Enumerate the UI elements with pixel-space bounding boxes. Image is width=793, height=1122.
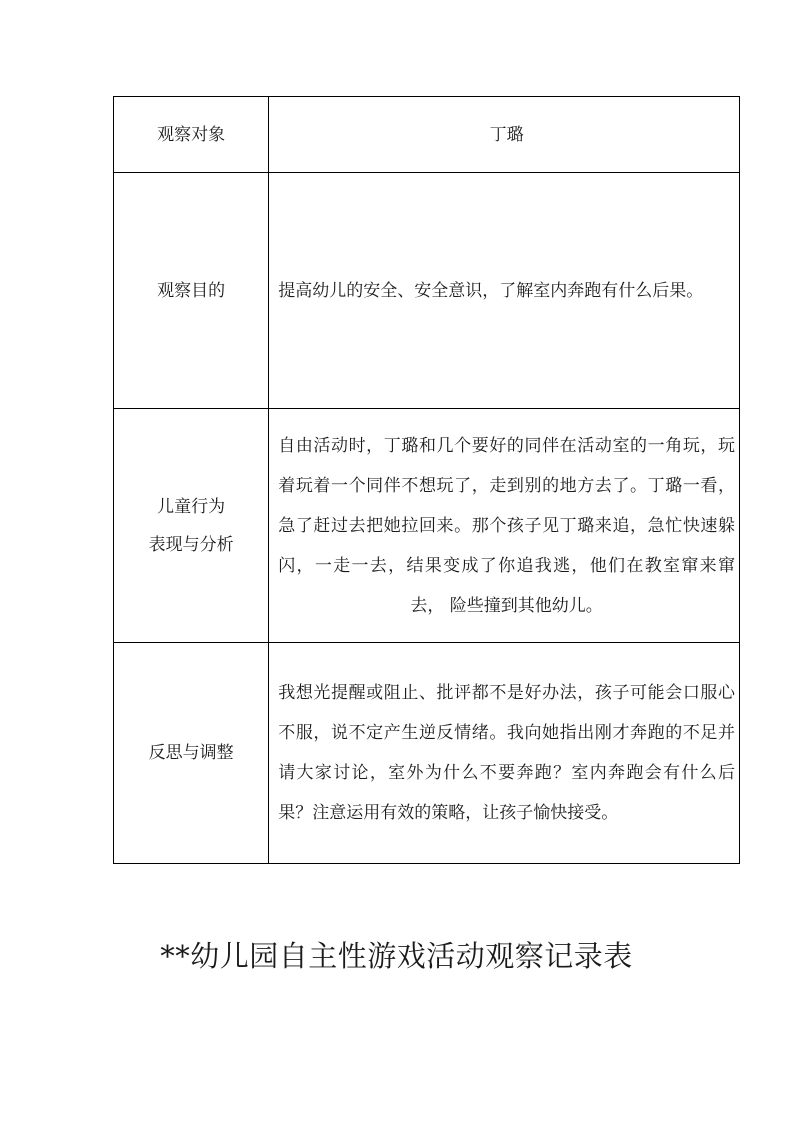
- label-observation-purpose: [114, 173, 269, 409]
- label-line: 反思与调整: [148, 743, 234, 763]
- table-row-observation-subject: [114, 97, 740, 173]
- label-line: 观察对象: [157, 124, 226, 145]
- value-observation-purpose: 提高幼儿的安全、安全意识，了解室内奔跑有什么后果。: [269, 173, 740, 409]
- value-observation-subject: 丁璐: [269, 97, 740, 173]
- table-row-observation-purpose: [114, 173, 740, 409]
- value-child-behavior: 自由活动时，丁璐和几个要好的同伴在活动室的一角玩，玩着玩着一个同伴不想玩了，走到别的地方去了。丁璐一看，急了赶过去把她拉回来。那个孩子见丁璐来追，急忙快速躲闪，一走一去，结果变成了你追我逃，他们在教室窜来窜去， 险些撞到其他幼儿。: [269, 409, 740, 643]
- label-reflection: [114, 643, 269, 864]
- document-title: **幼儿园自主性游戏活动观察记录表: [160, 939, 633, 973]
- table-row-reflection: [114, 643, 740, 864]
- label-child-behavior: [114, 409, 269, 643]
- label-observation-subject: [114, 97, 269, 173]
- label-line: 表现与分析: [148, 534, 234, 555]
- observation-record-table: [113, 96, 740, 864]
- value-reflection: 我想光提醒或阻止、批评都不是好办法，孩子可能会口服心不服，说不定产生逆反情绪。我向她指出刚才奔跑的不足并请大家讨论，室外为什么不要奔跑？室内奔跑会有什么后果？注意运用有效的策略，让孩子愉快接受。: [269, 643, 740, 864]
- label-line: 儿童行为: [157, 496, 226, 517]
- table-row-child-behavior: [114, 409, 740, 643]
- label-line: 观察目的: [157, 280, 226, 301]
